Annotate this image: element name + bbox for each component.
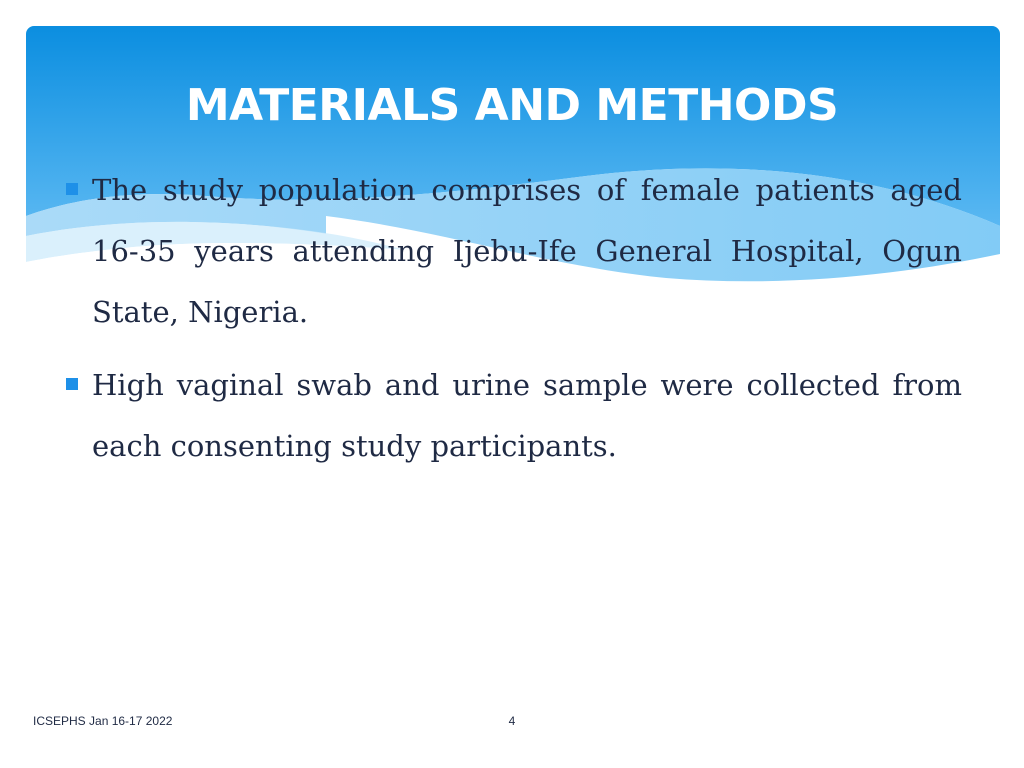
bullet-text: High vaginal swab and urine sample were collected from each consenting study participants. [92, 368, 962, 463]
bullet-item [62, 160, 962, 343]
bullet-list [62, 160, 962, 489]
square-bullet-icon [66, 183, 78, 195]
slide-title: MATERIALS AND METHODS [185, 80, 839, 131]
bullet-text: The study population comprises of female patients aged 16-35 years attending Ijebu-Ife General Hospital, Ogun State, Nigeria. [92, 173, 962, 329]
bullet-item [62, 355, 962, 477]
square-bullet-icon [66, 378, 78, 390]
page-number: 4 [508, 714, 516, 728]
footer-event-label: ICSEPHS Jan 16-17 2022 [33, 714, 173, 728]
